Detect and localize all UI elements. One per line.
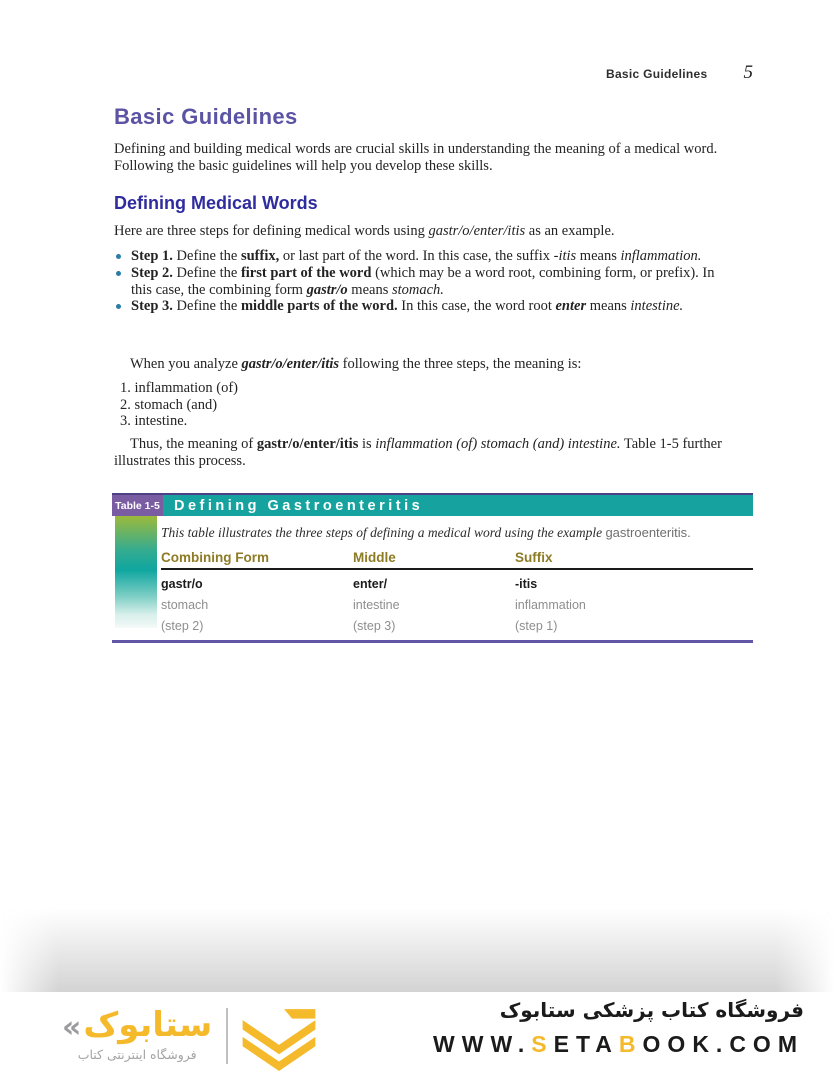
- bullet-dot-icon: [116, 254, 121, 259]
- conclusion-paragraph: [114, 436, 734, 470]
- step-text: or last part of the word. In this case, the suffix: [279, 248, 554, 264]
- table-label-badge: Table 1-5: [112, 495, 163, 516]
- step-term: enter: [555, 298, 587, 315]
- item-text: stomach (and): [134, 396, 218, 413]
- conclusion-text: Thus, the meaning of: [130, 436, 257, 452]
- step-item-1: [114, 248, 732, 265]
- brand-subtitle: فروشگاه اینترنتی کتاب: [77, 1047, 197, 1062]
- analysis-term: gastr/o/enter/itis: [241, 356, 340, 372]
- table-cell: gastr/o: [161, 577, 203, 591]
- meaning-item: [120, 380, 238, 397]
- table-row: [161, 577, 753, 591]
- lead-paragraph: [114, 223, 734, 240]
- item-text: intestine.: [134, 413, 188, 430]
- lead-text-post: as an example.: [525, 223, 615, 239]
- table-cell: (step 3): [353, 619, 396, 633]
- analysis-text-post: following the three steps, the meaning is:: [339, 356, 582, 372]
- table-caption: [161, 525, 753, 541]
- url-segment-accent: B: [618, 1031, 643, 1057]
- step-meaning: intestine.: [630, 298, 684, 315]
- table-bottom-rule: [112, 640, 753, 643]
- table-cell: -itis: [515, 577, 538, 591]
- item-number: 2.: [120, 396, 131, 413]
- meaning-item: [120, 413, 238, 430]
- conclusion-meaning: inflammation (of) stomach (and) intestine.: [375, 436, 621, 452]
- setabook-chevron-icon: [242, 1007, 316, 1071]
- step-bold: first part of the word: [240, 264, 372, 281]
- running-header: [606, 62, 753, 84]
- table-body: [112, 516, 753, 633]
- table-cell: intestine: [353, 598, 400, 612]
- table-title-bar: [163, 495, 753, 516]
- table-cell: (step 2): [161, 619, 204, 633]
- conclusion-text: Table 1-5 further illustrates this process.: [114, 436, 722, 470]
- url-segment: WWW.: [433, 1031, 532, 1057]
- analysis-text: When you analyze: [130, 356, 242, 372]
- steps-list: [114, 248, 732, 315]
- step-text: Define the: [172, 248, 241, 264]
- step-item-2: [114, 265, 732, 299]
- table-header-bar: [112, 493, 753, 516]
- table-row: [161, 598, 753, 612]
- brand-text-block: [62, 1004, 212, 1062]
- step-term: -itis: [553, 248, 577, 264]
- page-bottom-shadow: [0, 908, 834, 992]
- step-label: Step 1.: [131, 248, 173, 264]
- step-text: means: [347, 281, 392, 298]
- step-text: Define the: [172, 298, 241, 315]
- logo-divider: [226, 1008, 228, 1064]
- step-text: means: [576, 248, 621, 264]
- table-gradient-strip: [115, 516, 157, 628]
- column-header: Middle: [353, 550, 396, 565]
- conclusion-term: gastr/o/enter/itis: [256, 436, 359, 452]
- meaning-list: [120, 380, 238, 430]
- step-item-3: [114, 298, 732, 315]
- url-segment: ETA: [553, 1031, 619, 1057]
- step-meaning: inflammation.: [620, 248, 702, 264]
- lead-text: Here are three steps for defining medical words using: [114, 223, 429, 239]
- meaning-item: [120, 397, 238, 414]
- page-title: Basic Guidelines: [114, 104, 298, 129]
- table-cell: inflammation: [515, 598, 586, 612]
- step-text: Define the: [172, 264, 241, 281]
- store-name: فروشگاه کتاب پزشکی ستابوک: [499, 998, 804, 1022]
- brand-wordmark: ستابوک: [83, 1004, 213, 1045]
- bullet-dot-icon: [116, 304, 121, 309]
- conclusion-text: is: [358, 436, 376, 452]
- step-label: Step 2.: [131, 264, 173, 281]
- site-url: [433, 1031, 804, 1058]
- page-number: 5: [743, 62, 753, 83]
- step-bold: middle parts of the word.: [240, 298, 398, 315]
- step-text: In this case, the word root: [397, 298, 556, 315]
- running-header-title: Basic Guidelines: [605, 67, 708, 81]
- setabook-logo: [62, 1004, 316, 1071]
- step-meaning: stomach.: [391, 281, 444, 298]
- item-number: 1.: [120, 380, 131, 396]
- url-segment-accent: S: [531, 1031, 554, 1057]
- caption-plain: gastroenteritis.: [605, 525, 691, 540]
- analysis-paragraph: [114, 356, 734, 373]
- step-term: gastr/o: [306, 281, 348, 298]
- step-text: (which may be a word root, combining form, or prefix). In this case, the combining form: [131, 264, 715, 298]
- lead-term: gastr/o/enter/itis: [428, 223, 526, 239]
- step-label: Step 3.: [131, 298, 173, 315]
- intro-paragraph: Defining and building medical words are crucial skills in understanding the meaning of a medical word. Following the basic guidelines will help you develop these skills.: [114, 141, 718, 175]
- column-header: Combining Form: [161, 550, 269, 565]
- table-row: [161, 619, 753, 633]
- table-cell: stomach: [161, 598, 209, 612]
- caption-italic: This table illustrates the three steps of defining a medical word using the example: [161, 525, 606, 540]
- section-title: Defining Medical Words: [114, 193, 318, 213]
- url-segment: OOK.COM: [642, 1031, 804, 1057]
- table-cell: (step 1): [515, 619, 558, 633]
- column-header: Suffix: [515, 550, 553, 565]
- table-column-headers: [161, 550, 753, 570]
- table-cell: enter/: [353, 577, 388, 591]
- brand-kaf-mark-icon: «: [62, 1010, 82, 1045]
- step-bold: suffix,: [240, 248, 280, 264]
- table-title: Defining Gastroenteritis: [174, 497, 424, 514]
- item-text: inflammation (of): [134, 380, 238, 396]
- step-text: means: [586, 298, 631, 315]
- footer: [0, 992, 834, 1080]
- bullet-dot-icon: [116, 271, 121, 276]
- item-number: 3.: [120, 413, 131, 430]
- store-info: [433, 998, 804, 1058]
- table-1-5: [112, 493, 753, 643]
